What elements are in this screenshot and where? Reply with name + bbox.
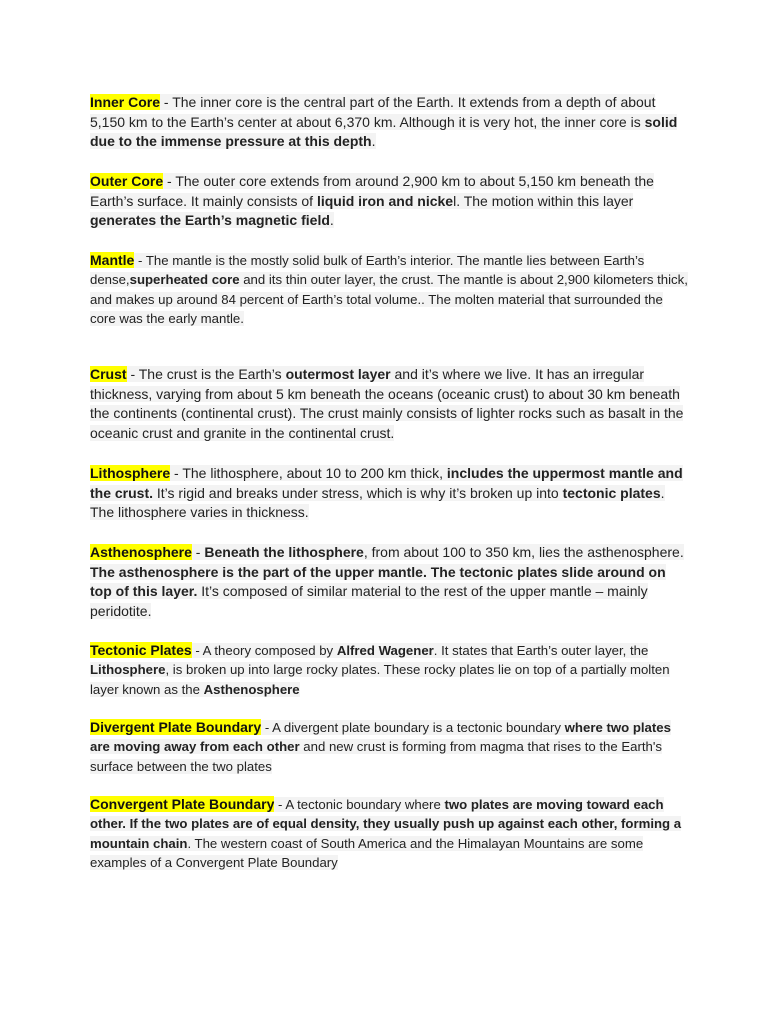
entry-convergent-plate-boundary xyxy=(90,795,690,872)
term-lithosphere: Lithosphere xyxy=(90,465,171,481)
definition-divergent-plate-boundary: - A divergent plate boundary is a tectonic boundary where two plates are moving away from each other and new crust is forming from magma that rises to the Earth's surface between the two plates xyxy=(90,720,671,774)
term-divergent-plate-boundary: Divergent Plate Boundary xyxy=(90,719,262,735)
entry-mantle xyxy=(90,251,690,328)
definition-crust: - The crust is the Earth’s outermost layer and it’s where we live. It has an irregular thickness, varying from about 5 km beneath the oceans (oceanic crust) to about 30 km beneath the continents (continental crust). The crust mainly consists of lighter rocks such as basalt in the oceanic crust and granite in the continental crust. xyxy=(90,366,684,442)
term-outer-core: Outer Core xyxy=(90,173,164,189)
definition-mantle: - The mantle is the mostly solid bulk of Earth’s interior. The mantle lies between Earth’s dense,superheated core and its thin outer layer, the crust. The mantle is about 2,900 kilometers thick, and makes up around 84 percent of Earth’s total volume.. The molten material that surrounded the core was the early mantle. xyxy=(90,253,688,326)
term-asthenosphere: Asthenosphere xyxy=(90,544,192,560)
entry-inner-core xyxy=(90,93,690,152)
definition-convergent-plate-boundary: - A tectonic boundary where two plates are moving toward each other. If the two plates are of equal density, they usually push up against each other, forming a mountain chain. The western coast of South America and the Himalayan Mountains are some examples of a Convergent Plate Boundary xyxy=(90,797,682,870)
entry-crust xyxy=(90,365,690,444)
definition-asthenosphere: - Beneath the lithosphere, from about 100 to 350 km, lies the asthenosphere. The asthenosphere is the part of the upper mantle. The tectonic plates slide around on top of this layer. It’s composed of similar material to the rest of the upper mantle – mainly peridotite. xyxy=(90,544,684,620)
term-inner-core: Inner Core xyxy=(90,94,161,110)
term-mantle: Mantle xyxy=(90,252,135,268)
definition-outer-core: - The outer core extends from around 2,900 km to about 5,150 km beneath the Earth’s surface. It mainly consists of liquid iron and nickel. The motion within this layer generates the Earth’s magnetic field. xyxy=(90,173,654,229)
definition-tectonic-plates: - A theory composed by Alfred Wagener. It states that Earth’s outer layer, the Lithosphere, is broken up into large rocky plates. These rocky plates lie on top of a partially molten layer known as the Asthenosphere xyxy=(90,643,670,697)
entry-lithosphere xyxy=(90,464,690,523)
definition-lithosphere: - The lithosphere, about 10 to 200 km thick, includes the uppermost mantle and the crust. It’s rigid and breaks under stress, which is why it’s broken up into tectonic plates. The lithosphere varies in thickness. xyxy=(90,465,683,521)
definition-inner-core: - The inner core is the central part of the Earth. It extends from a depth of about 5,150 km to the Earth’s center at about 6,370 km. Although it is very hot, the inner core is solid due to the immense pressure at this depth. xyxy=(90,94,678,150)
entry-divergent-plate-boundary xyxy=(90,718,690,776)
term-crust: Crust xyxy=(90,366,127,382)
entry-asthenosphere xyxy=(90,543,690,622)
entry-tectonic-plates xyxy=(90,641,690,699)
term-tectonic-plates: Tectonic Plates xyxy=(90,642,192,658)
entry-outer-core xyxy=(90,172,690,231)
term-convergent-plate-boundary: Convergent Plate Boundary xyxy=(90,796,275,812)
